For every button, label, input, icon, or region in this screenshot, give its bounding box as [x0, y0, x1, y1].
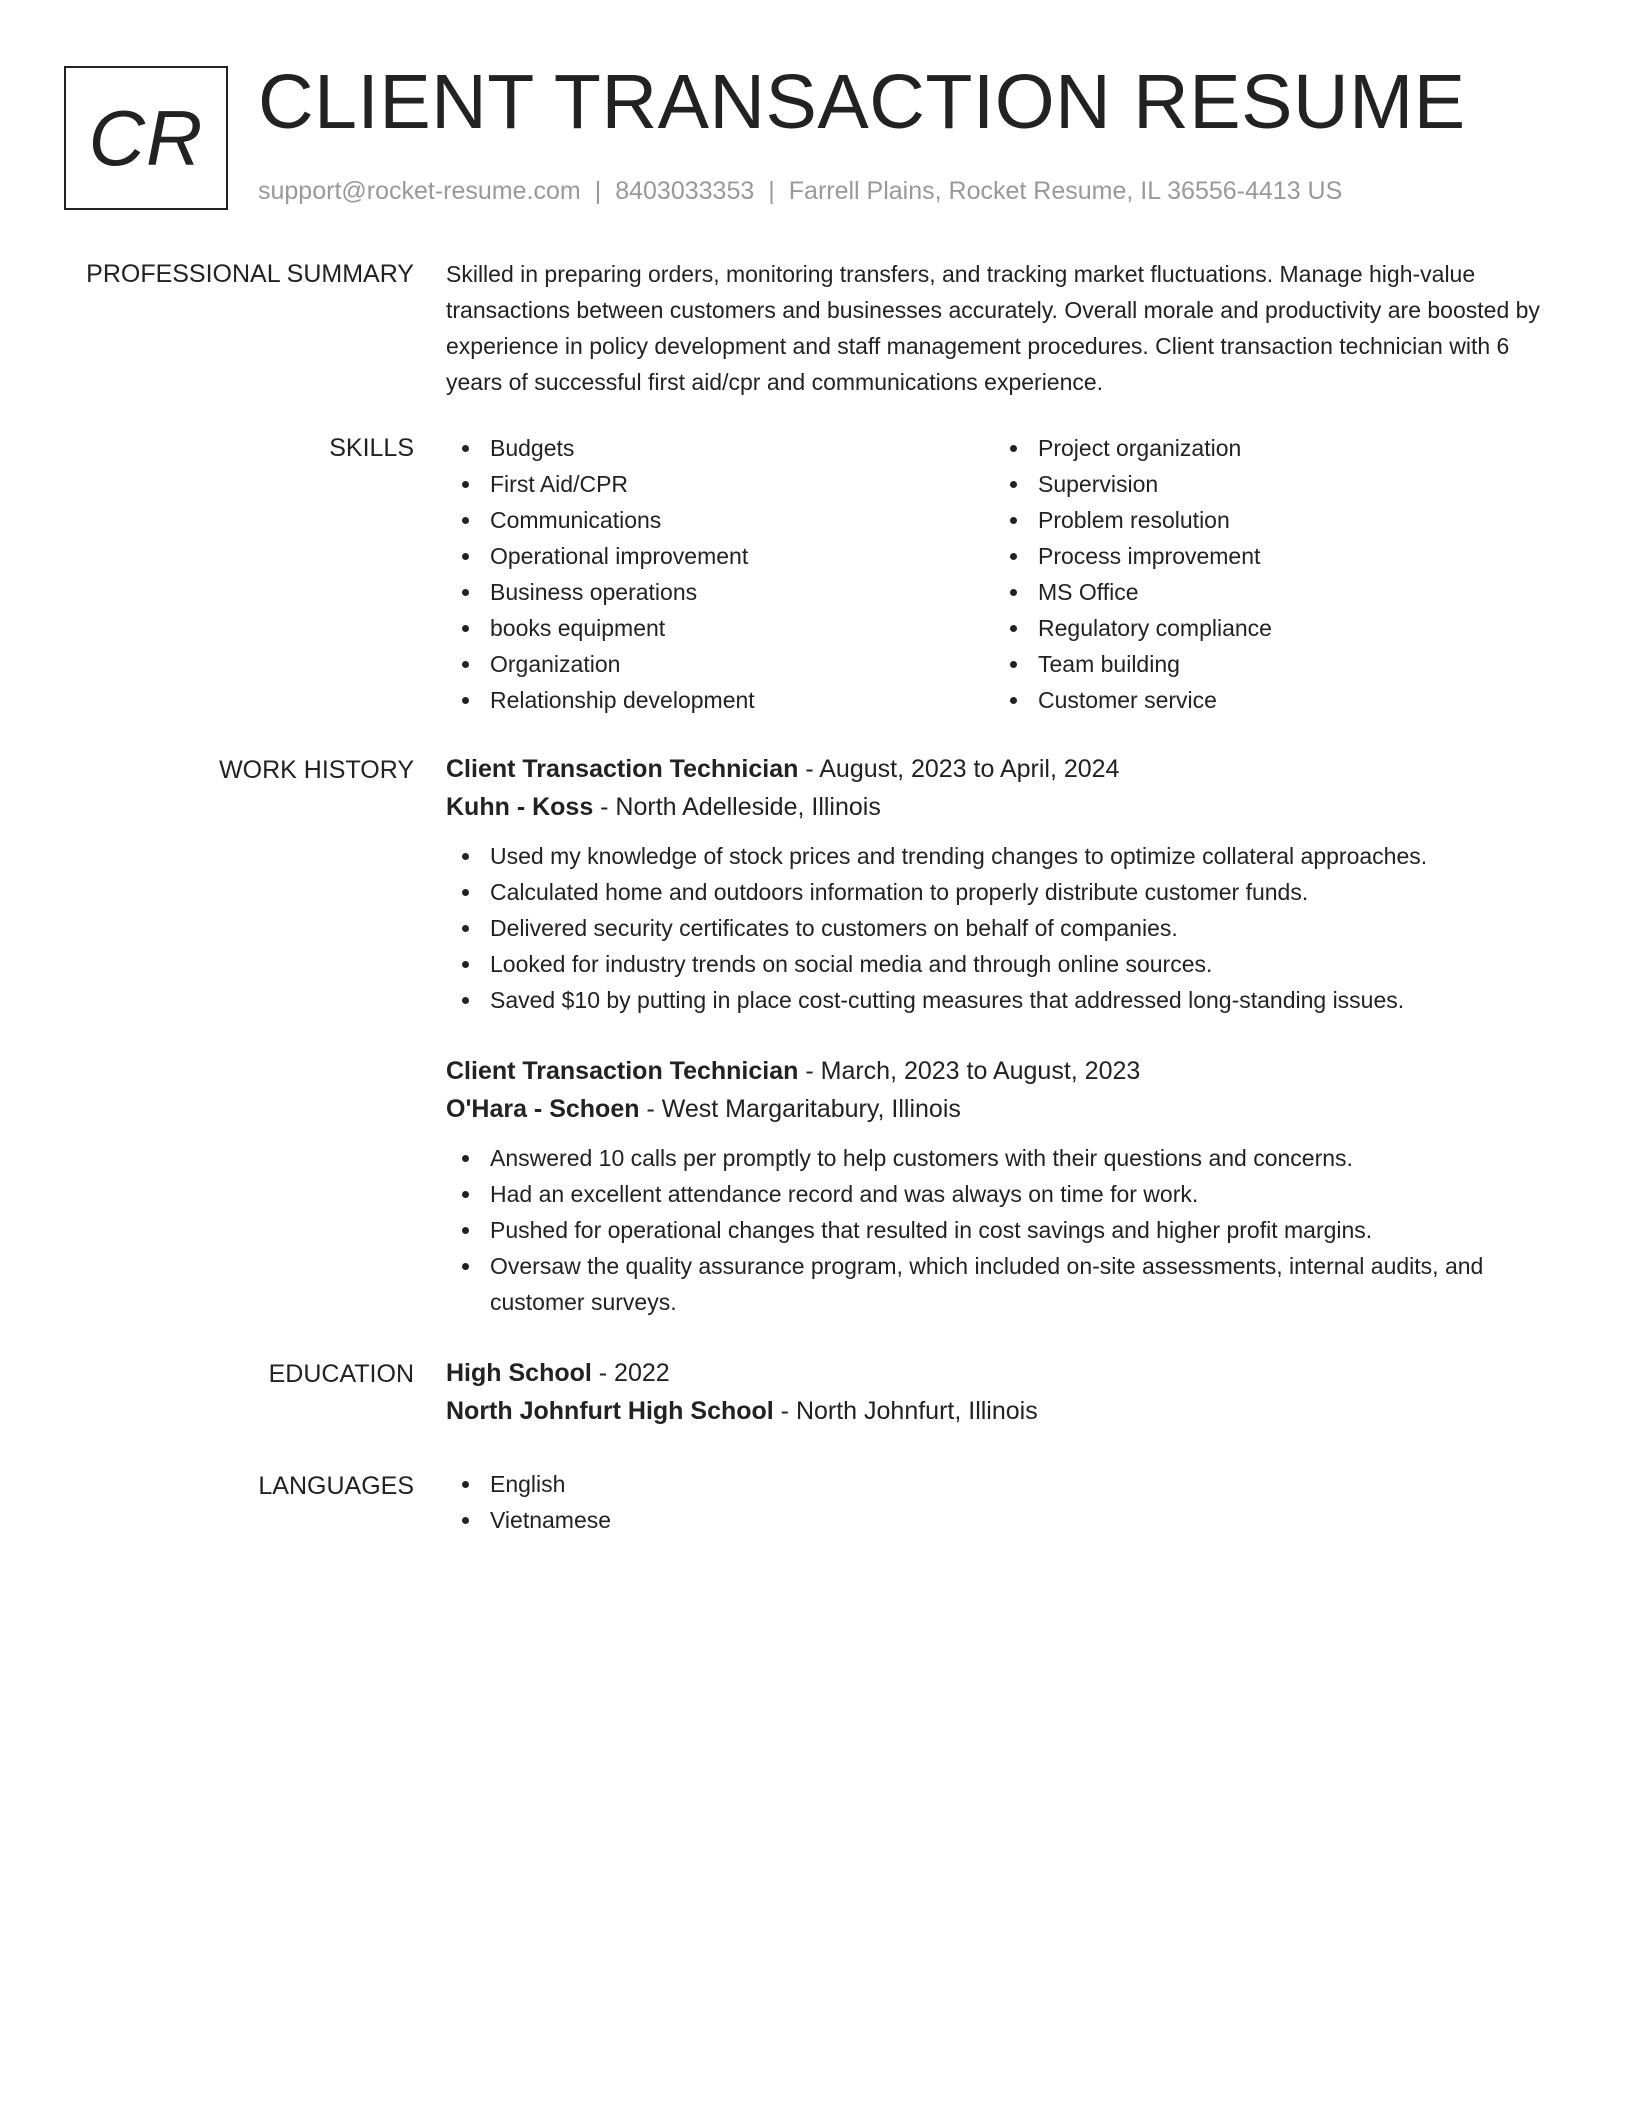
education-location: - North Johnfurt, Illinois [773, 1397, 1038, 1425]
skills-list-left [446, 430, 994, 718]
skill-item: Operational improvement [446, 538, 994, 574]
languages-heading: LANGUAGES [258, 1472, 414, 1500]
skills-heading: SKILLS [329, 434, 414, 462]
skill-item: Organization [446, 646, 994, 682]
language-item: Vietnamese [446, 1502, 1566, 1538]
skills-columns [446, 430, 1566, 718]
summary-heading: PROFESSIONAL SUMMARY [86, 260, 414, 288]
job-entry [446, 1052, 1566, 1320]
job-duty: Saved $10 by putting in place cost-cutting measures that addressed long-standing issues. [446, 982, 1566, 1018]
job-duties-list [446, 1140, 1566, 1320]
monogram-badge: CR [64, 66, 228, 210]
education-body [446, 1354, 1566, 1430]
work-history-heading: WORK HISTORY [219, 756, 414, 784]
job-dates: - August, 2023 to April, 2024 [798, 755, 1120, 783]
contact-separator: | [594, 177, 602, 205]
education-degree: High School [446, 1359, 592, 1387]
contact-address: Farrell Plains, Rocket Resume, IL 36556-4413 US [788, 177, 1343, 205]
job-duty: Answered 10 calls per promptly to help customers with their questions and concerns. [446, 1140, 1566, 1176]
skill-item: Project organization [994, 430, 1542, 466]
job-duty: Oversaw the quality assurance program, which included on-site assessments, internal audits, and customer surveys. [446, 1248, 1566, 1320]
languages-body [446, 1466, 1566, 1538]
job-title: Client Transaction Technician [446, 1057, 799, 1085]
education-school: North Johnfurt High School [446, 1397, 774, 1425]
job-company-line [446, 1090, 1566, 1128]
job-duty: Calculated home and outdoors information to properly distribute customer funds. [446, 874, 1566, 910]
education-degree-line [446, 1354, 1566, 1392]
contact-phone: 8403033353 [615, 177, 755, 205]
contact-line [258, 174, 1342, 208]
skill-item: First Aid/CPR [446, 466, 994, 502]
job-duty: Had an excellent attendance record and was always on time for work. [446, 1176, 1566, 1212]
job-company: Kuhn - Koss [446, 793, 594, 821]
job-company: O'Hara - Schoen [446, 1095, 640, 1123]
job-duty: Pushed for operational changes that resulted in cost savings and higher profit margins. [446, 1212, 1566, 1248]
languages-list [446, 1466, 1566, 1538]
skill-item: Problem resolution [994, 502, 1542, 538]
skills-list-right [994, 430, 1542, 718]
skill-item: Communications [446, 502, 994, 538]
job-location: - North Adelleside, Illinois [593, 793, 881, 821]
job-duty: Delivered security certificates to customers on behalf of companies. [446, 910, 1566, 946]
job-duties-list [446, 838, 1566, 1018]
skill-item: MS Office [994, 574, 1542, 610]
resume-title: CLIENT TRANSACTION RESUME [258, 59, 1466, 145]
contact-separator: | [768, 177, 775, 205]
job-title-line [446, 750, 1566, 788]
language-item: English [446, 1466, 1566, 1502]
skill-item: Process improvement [994, 538, 1542, 574]
skill-item: Relationship development [446, 682, 994, 718]
skill-item: Regulatory compliance [994, 610, 1542, 646]
job-duty: Used my knowledge of stock prices and trending changes to optimize collateral approaches. [446, 838, 1566, 874]
skill-item: Supervision [994, 466, 1542, 502]
skill-item: books equipment [446, 610, 994, 646]
job-duty: Looked for industry trends on social media and through online sources. [446, 946, 1566, 982]
job-title: Client Transaction Technician [446, 755, 799, 783]
contact-email: support@rocket-resume.com [258, 177, 581, 205]
summary-text: Skilled in preparing orders, monitoring transfers, and tracking market fluctuations. Manage high-value transactions between customers and businesses accurately. Overall morale and productivity are boosted by experience in policy development and staff management procedures. Client transaction technician with 6 years of successful first aid/cpr and communications experience. [446, 261, 1540, 395]
skill-item: Team building [994, 646, 1542, 682]
skill-item: Business operations [446, 574, 994, 610]
job-entry [446, 750, 1566, 1018]
job-company-line [446, 788, 1566, 826]
job-dates: - March, 2023 to August, 2023 [798, 1057, 1141, 1085]
skill-item: Customer service [994, 682, 1542, 718]
education-year: - 2022 [591, 1359, 670, 1387]
job-location: - West Margaritabury, Illinois [639, 1095, 961, 1123]
job-title-line [446, 1052, 1566, 1090]
education-heading: EDUCATION [268, 1360, 414, 1388]
skill-item: Budgets [446, 430, 994, 466]
skills-body [446, 430, 1566, 718]
education-school-line [446, 1392, 1566, 1430]
